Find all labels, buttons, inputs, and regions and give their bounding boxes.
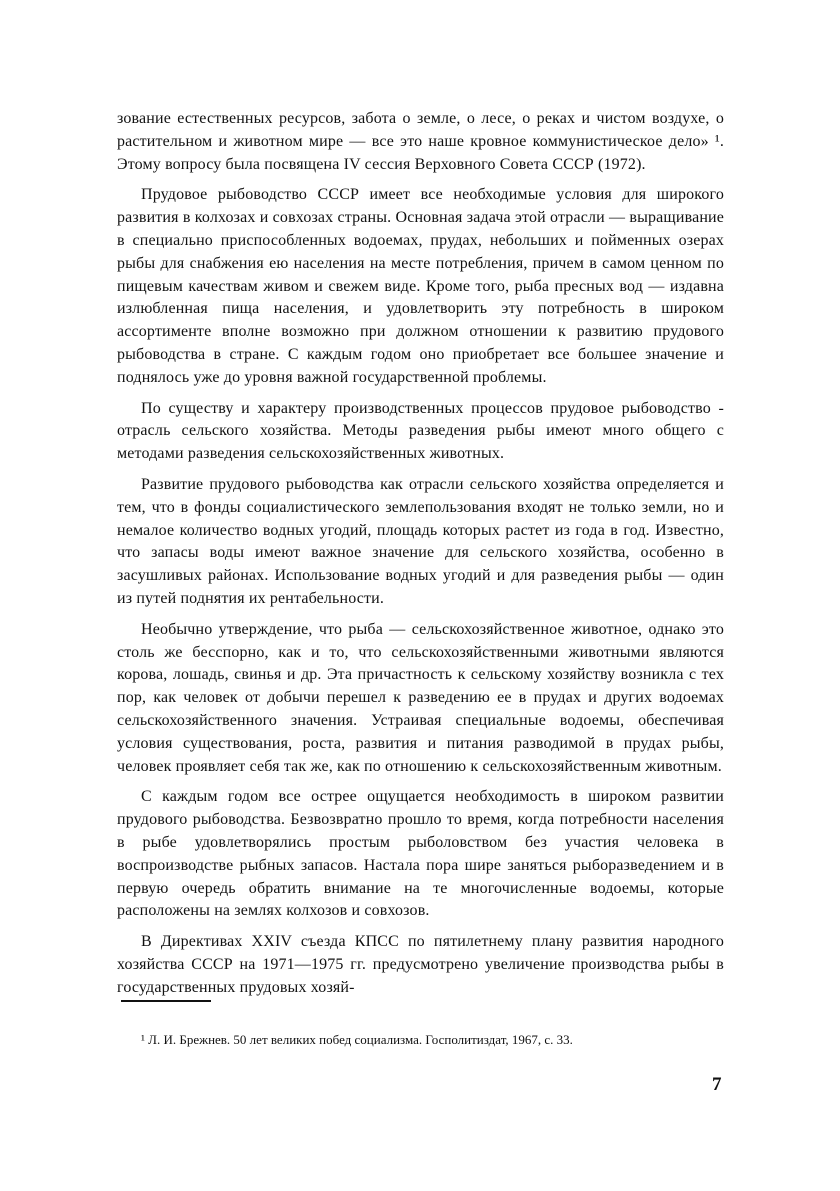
paragraph: В Директивах XXIV съезда КПСС по пятилетнему плану развития народного хозяйства СССР на 1971—1975 гг. предусмотрено увеличение производства рыбы в государственных прудовых хозяй- [117,933,724,996]
footnote: ¹ Л. И. Брежнев. 50 лет великих побед социализма. Госполитиздат, 1967, с. 33. [141,1032,573,1047]
paragraph: Необычно утверждение, что рыба — сельскохозяйственное животное, однако это столь же бесспорно, как и то, что сельскохозяйственными животными являются корова, лошадь, свинья и др. Эта причастность к сельскому хозяйству возникла с тех пор, как человек от добычи перешел к разведению ее в прудах и других водоемах сельскохозяйственного значения. Устраивая специальные водоемы, обеспечивая условия существования, роста, развития и питания разводимой в прудах рыбы, человек проявляет себя так же, как по отношению к сельскохозяйственным животным. [117,620,724,775]
paragraph: Развитие прудового рыбоводства как отрасли сельского хозяйства определяется и тем, что в фонды социалистического землепользования входят не только земли, но и немалое количество водных угодий, площадь которых растет из года в год. Известно, что запасы воды имеют важное значение для сельского хозяйства, особенно в засушливых районах. Использование водных угодий и для разведения рыбы — один из путей поднятия их рентабельности. [117,475,724,607]
paragraph: зование естественных ресурсов, забота о земле, о лесе, о реках и чистом воздухе, о растительном и животном мире — все это наше кровное коммунистическое дело» ¹. Этому вопросу была посвящена IV сессия Верховного Совета СССР (1972). [117,110,724,173]
paragraph: По существу и характеру производственных процессов прудовое рыбоводство - отрасль сельского хозяйства. Методы разведения рыбы имеют много общего с методами разведения сельскохозяйственных животных. [117,399,724,463]
paragraph: Прудовое рыбоводство СССР имеет все необходимые условия для широкого развития в колхозах и совхозах страны. Основная задача этой отрасли — выращивание в специально приспособленных водоемах, прудах, небольших и пойменных озерах рыбы для снабжения ею населения на месте потребления, причем в самом ценном по пищевым качествам живом и свежем виде. Кроме того, рыба пресных вод — издавна излюбленная пища населения, и удовлетворить эту потребность в широком ассортименте вполне возможно при должном отношении к развитию прудового рыбоводства в стране. С каждым годом оно приобретает все большее значение и поднялось уже до уровня важной государственной проблемы. [117,186,724,386]
footnote-divider [121,1000,211,1002]
body-text [117,108,724,1007]
paragraph: С каждым годом все острее ощущается необходимость в широком развитии прудового рыбоводства. Безвозвратно прошло то время, когда потребности населения в рыбе удовлетворялись простым рыболовством без участия человека в воспроизводстве рыбных запасов. Настала пора шире заняться рыборазведением и в первую очередь обратить внимание на те многочисленные водоемы, которые расположены на землях колхозов и совхозов. [117,788,724,920]
page-number: 7 [712,1074,722,1095]
